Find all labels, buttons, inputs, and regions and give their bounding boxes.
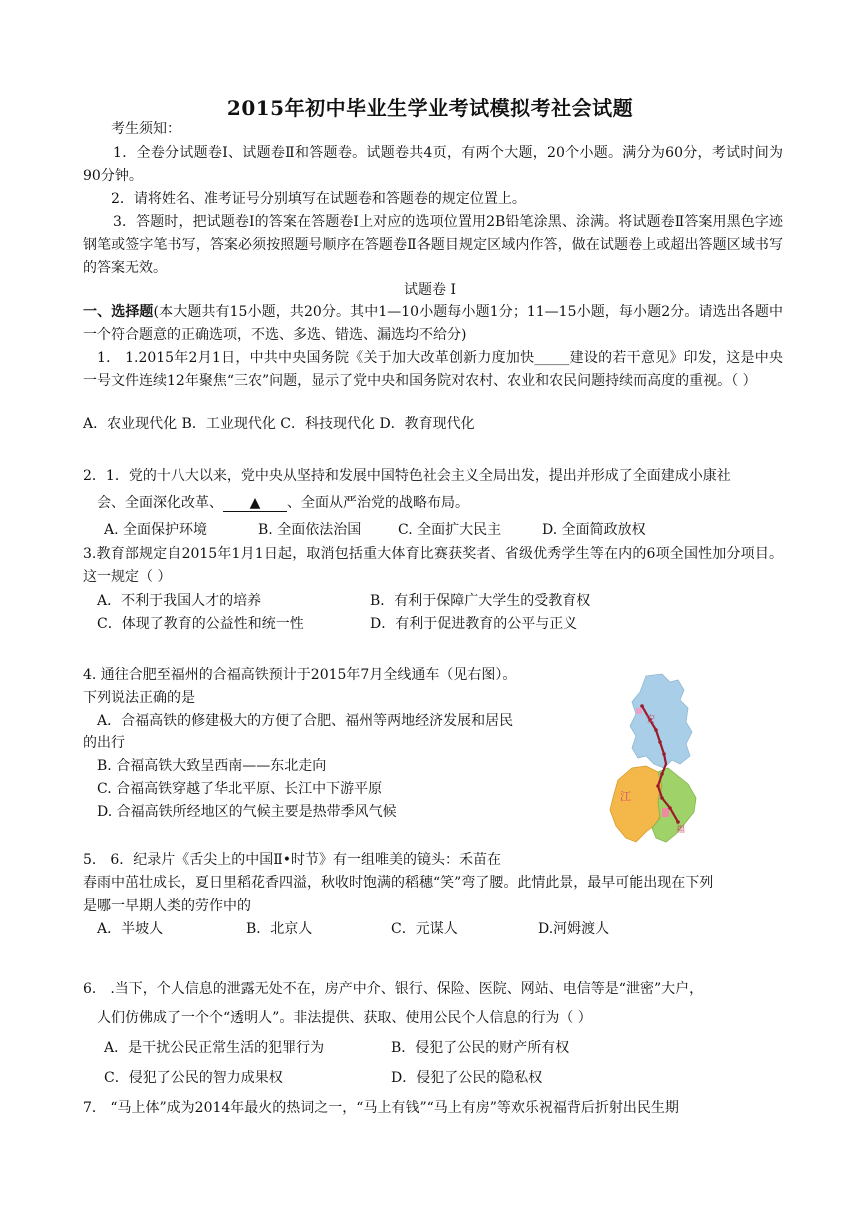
question-4-option-c: C. 合福高铁穿越了华北平原、长江中下游平原 bbox=[97, 781, 383, 797]
notice-heading: 考生须知： bbox=[111, 121, 181, 137]
question-3-text: 3.教育部规定自2015年1月1日起，取消包括重大体育比赛获奖者、省级优秀学生等在内的6项全国性加分项目。这一规定（ ） bbox=[83, 546, 783, 585]
question-5-line-1: 5． 6．纪录片《舌尖上的中国Ⅱ•时节》有一组唯美的镜头：禾苗在 bbox=[83, 852, 502, 868]
question-5-option-b: B．北京人 bbox=[246, 921, 313, 937]
question-2-option-a: A. 全面保护环境 bbox=[104, 522, 208, 538]
question-2-option-d: D. 全面简政放权 bbox=[542, 522, 646, 538]
question-4-line-1: 4. 通往合肥至福州的合福高铁预计于2015年7月全线通车（见右图）。 bbox=[83, 667, 517, 683]
part1-desc: (本大题共有15小题，共20分。其中1—10小题每小题1分；11—15小题，每小题2分。请选出各题中一个符合题意的正确选项，不选、多选、错选、漏选均不给分) bbox=[83, 304, 783, 343]
map-marker bbox=[662, 808, 669, 817]
question-4-line-2: 下列说法正确的是 bbox=[83, 690, 195, 706]
question-5-option-d: D.河姆渡人 bbox=[538, 921, 610, 937]
question-4-option-a: A．合福高铁的修建极大的方便了合肥、福州等两地经济发展和居民 bbox=[97, 713, 514, 729]
question-3-option-c: C．体现了教育的公益性和统一性 bbox=[97, 616, 304, 632]
question-1-text: 1． 1.2015年2月1日，中共中央国务院《关于加大改革创新力度加快_____建设的若干意见》印发，这是中央一号文件连续12年聚焦“三农”问题，显示了党中央和国务院对农村、农业和农民问题持续而高度的重视。（ ） bbox=[83, 350, 783, 389]
question-5-option-c: C．元谋人 bbox=[391, 921, 458, 937]
question-1-options: A．农业现代化 B．工业现代化 C．科技现代化 D．教育现代化 bbox=[83, 416, 475, 432]
question-6-option-c: C．侵犯了公民的智力成果权 bbox=[104, 1070, 283, 1086]
question-4-option-d: D. 合福高铁所经地区的气候主要是热带季风气候 bbox=[97, 804, 397, 820]
notice-item-3: 3．答题时，把试题卷Ⅰ的答案在答题卷Ⅰ上对应的选项位置用2B铅笔涂黑、涂满。将试题卷Ⅱ答案用黑色字迹钢笔或签字笔书写，答案必须按照题号顺序在答题卷Ⅱ各题目规定区域内作答，做在试题卷上或超出答题区域书写的答案无效。 bbox=[83, 214, 783, 276]
question-6-option-b: B．侵犯了公民的财产所有权 bbox=[391, 1040, 570, 1056]
question-6-line-2: 人们仿佛成了一个个“透明人”。非法提供、获取、使用公民个人信息的行为（ ） bbox=[97, 1010, 592, 1026]
notice-item-1: 1．全卷分试题卷Ⅰ、试题卷Ⅱ和答题卷。试题卷共4页，有两个大题，20个小题。满分为60分，考试时间为90分钟。 bbox=[83, 145, 783, 184]
question-2-option-b: B. 全面依法治国 bbox=[258, 522, 362, 538]
part1-instructions bbox=[83, 301, 783, 347]
question-6-option-d: D．侵犯了公民的隐私权 bbox=[391, 1070, 543, 1086]
map-marker bbox=[636, 708, 642, 714]
question-4-option-b: B. 合福高铁大致呈西南——东北走向 bbox=[97, 758, 327, 774]
part1-heading: 一、选择题 bbox=[83, 304, 154, 320]
map-label-south: 福 bbox=[676, 825, 686, 835]
question-2-line-2 bbox=[97, 492, 469, 514]
page-title: 2015年初中毕业生学业考试模拟考社会试题 bbox=[226, 96, 634, 120]
question-6-line-1: 6． .当下，个人信息的泄露无处不在，房产中介、银行、保险、医院、网站、电信等是“泄密”大户， bbox=[83, 981, 704, 997]
question-7-line-1: 7． “马上体”成为2014年最火的热词之一，“马上有钱”“马上有房”等欢乐祝福背后折射出民生期 bbox=[83, 1100, 679, 1116]
question-3-option-d: D．有利于促进教育的公平与正义 bbox=[370, 616, 578, 632]
anhui-province-shape bbox=[630, 674, 692, 768]
question-2-line-2-post: 、全面从严治党的战略布局。 bbox=[287, 495, 469, 511]
notice-item-2: 2．请将姓名、准考证号分别填写在试题卷和答题卷的规定位置上。 bbox=[111, 191, 526, 207]
question-2-line-2-pre: 会、全面深化改革、 bbox=[97, 495, 223, 511]
question-3-option-a: A．不利于我国人才的培养 bbox=[97, 593, 262, 609]
question-5-option-a: A．半坡人 bbox=[97, 921, 164, 937]
question-5-line-2: 春雨中茁壮成长，夏日里稻花香四溢，秋收时饱满的稻穗“笑”弯了腰。此情此景，最早可能出现在下列 bbox=[83, 875, 714, 891]
railway-map-figure bbox=[606, 672, 702, 852]
map-label-west: 江 bbox=[620, 790, 631, 803]
question-3-option-b: B．有利于保障广大学生的受教育权 bbox=[370, 593, 591, 609]
question-6-option-a: A．是干扰公民正常生活的犯罪行为 bbox=[104, 1040, 325, 1056]
question-5-line-3: 是哪一早期人类的劳作中的 bbox=[83, 898, 251, 914]
question-2-line-1: 2．1．党的十八大以来，党中央从坚持和发展中国特色社会主义全局出发，提出并形成了全面建成小康社 bbox=[83, 468, 731, 484]
question-2-option-c: C. 全面扩大民主 bbox=[398, 522, 502, 538]
map-label-north: 安 bbox=[646, 715, 656, 725]
question-4-option-a-cont: 的出行 bbox=[83, 735, 125, 751]
section-label: 试题卷 Ⅰ bbox=[404, 282, 456, 298]
question-2-blank: ▲ bbox=[223, 495, 287, 512]
